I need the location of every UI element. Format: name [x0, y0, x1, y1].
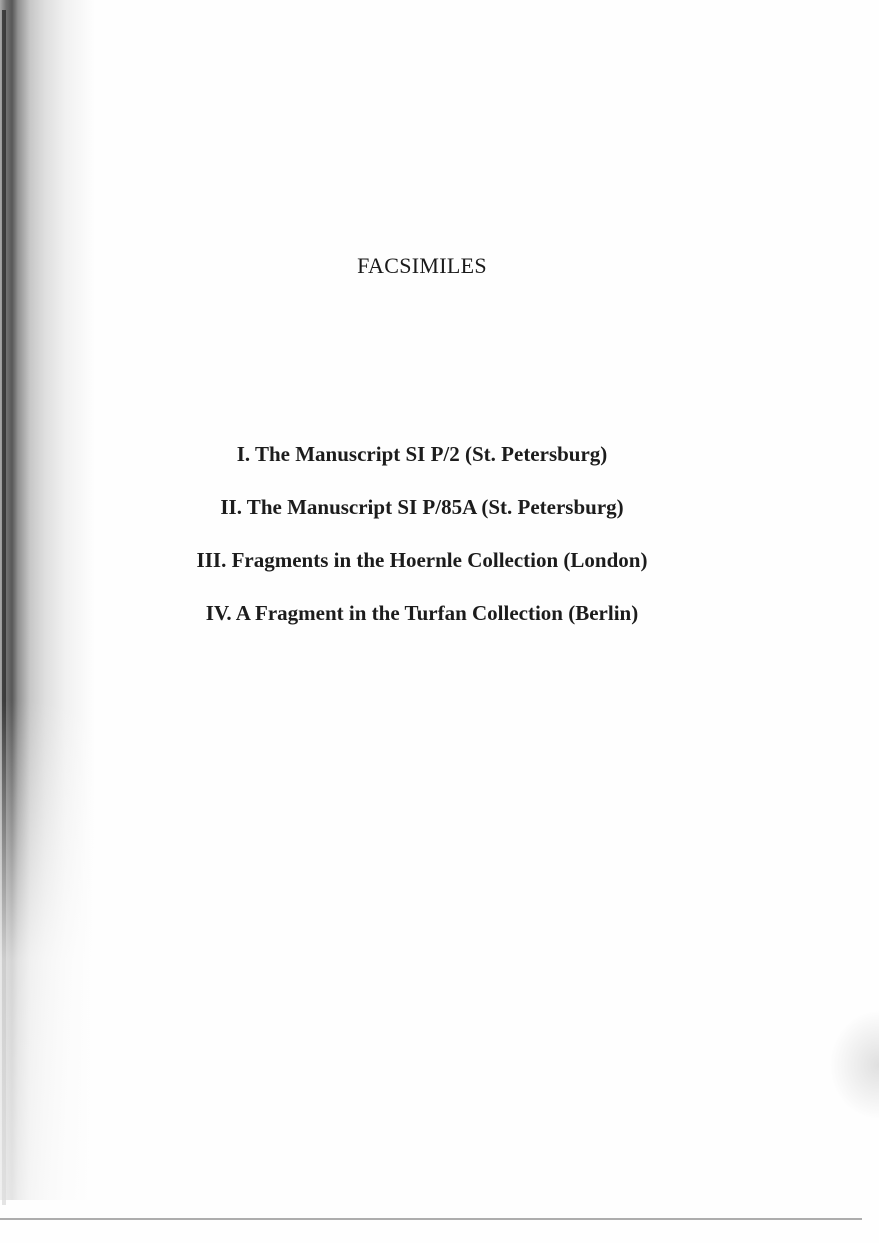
binding-shadow-fade — [0, 700, 95, 1220]
list-item: II. The Manuscript SI P/85A (St. Petersburg) — [220, 495, 624, 519]
contents-list — [0, 440, 844, 652]
page-title: FACSIMILES — [357, 253, 487, 278]
list-item: III. Fragments in the Hoernle Collection (London) — [196, 548, 648, 572]
page-bottom-edge — [0, 1218, 862, 1220]
list-item: I. The Manuscript SI P/2 (St. Petersburg) — [236, 442, 608, 466]
list-item: IV. A Fragment in the Turfan Collection (Berlin) — [205, 601, 639, 625]
scan-smudge — [829, 1010, 879, 1120]
